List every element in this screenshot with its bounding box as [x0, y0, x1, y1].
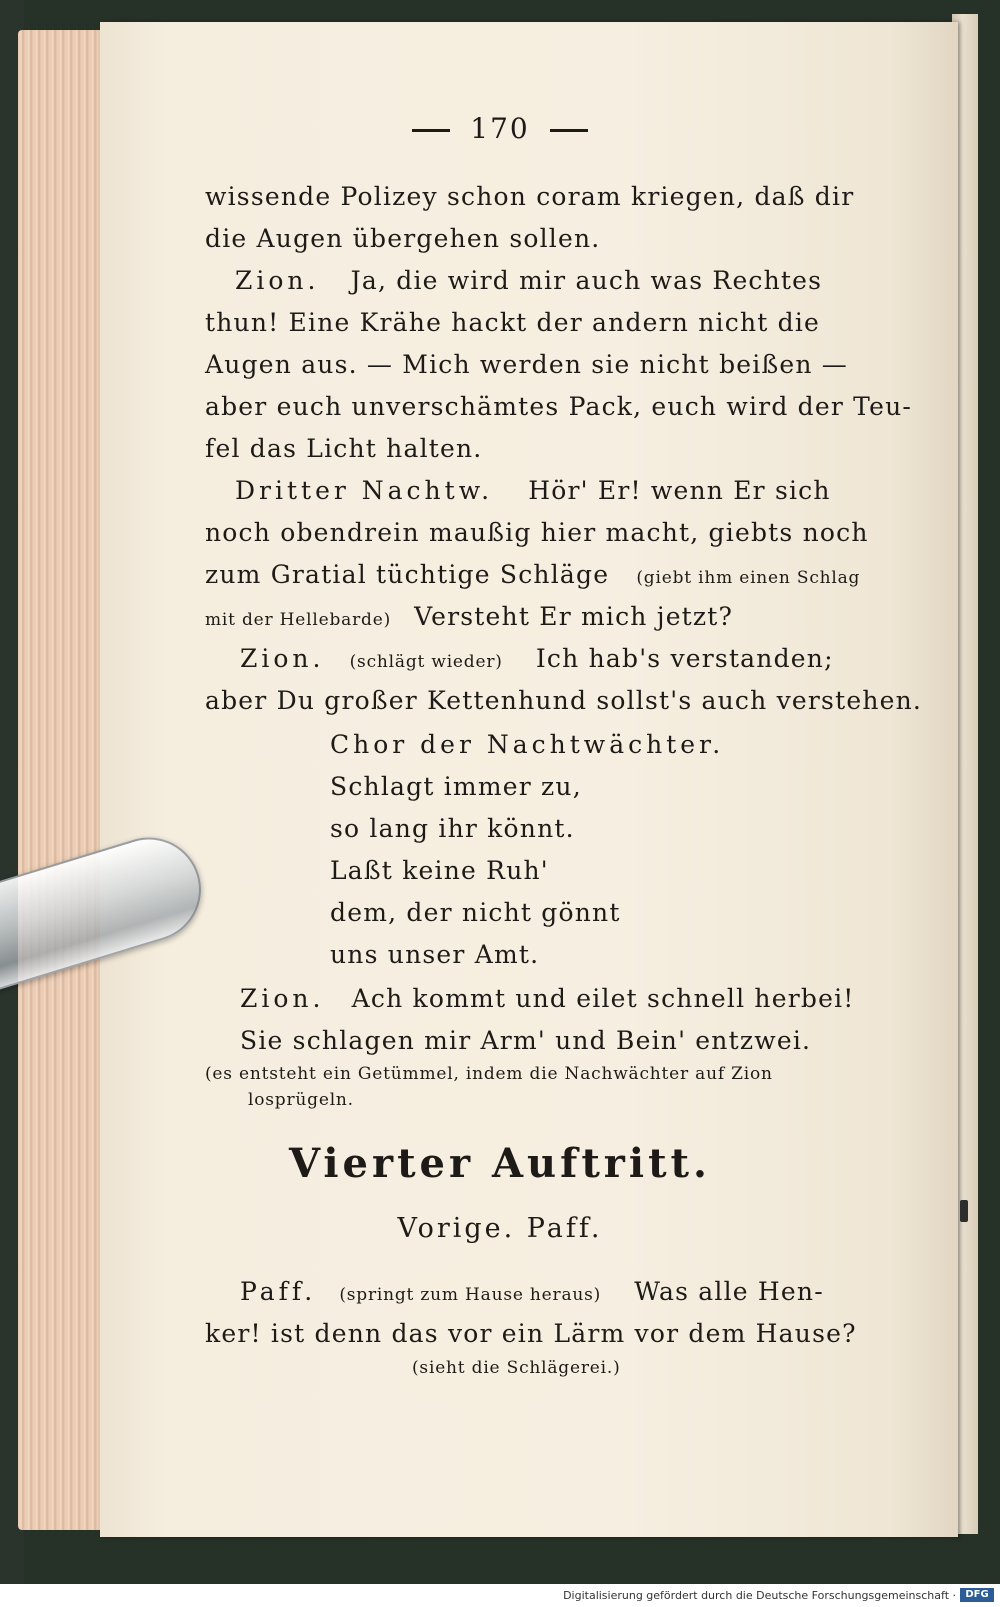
page-number: 170: [0, 112, 1000, 145]
verse-line: so lang ihr könnt.: [330, 814, 575, 843]
text-line: noch obendrein maußig hier macht, giebts noch: [205, 518, 869, 547]
stage-direction: losprügeln.: [248, 1090, 354, 1110]
scene-heading: Vierter Auftritt.: [289, 1140, 711, 1187]
stage-direction: (sieht die Schlägerei.): [412, 1358, 621, 1378]
verse-line: Sie schlagen mir Arm' und Bein' entzwei.: [240, 1026, 812, 1055]
dialogue-line: Zion. (schlägt wieder) Ich hab's verstanden;: [240, 644, 834, 673]
scene-characters: Vorige. Paff.: [397, 1213, 603, 1244]
speaker-name: Zion.: [240, 644, 325, 673]
verse-line: Laßt keine Ruh': [330, 856, 549, 885]
dfg-logo: DFG: [960, 1588, 994, 1602]
stage-direction: (springt zum Hause heraus): [339, 1285, 602, 1305]
text-line: fel das Licht halten.: [205, 434, 483, 463]
stage-direction: (es entsteht ein Getümmel, indem die Nachwächter auf Zion: [205, 1064, 773, 1084]
text-line: wissende Polizey schon coram kriegen, daß dir: [205, 182, 855, 211]
speaker-name: Dritter Nachtw.: [235, 476, 494, 505]
text-line: Augen aus. — Mich werden sie nicht beißen —: [205, 350, 849, 379]
text-line: aber euch unverschämtes Pack, euch wird der Teu-: [205, 392, 913, 421]
speaker-name: Paff.: [240, 1277, 317, 1306]
stage-direction: (schlägt wieder): [349, 652, 503, 672]
stage-direction: (giebt ihm einen Schlag: [636, 568, 861, 588]
text-line: mit der Hellebarde) Versteht Er mich jetzt?: [205, 602, 734, 631]
stage-direction: mit der Hellebarde): [205, 610, 392, 630]
speaker-name: Zion.: [235, 266, 320, 295]
text-line: die Augen übergehen sollen.: [205, 224, 601, 253]
dialogue-line: Zion. Ach kommt und eilet schnell herbei!: [240, 984, 855, 1013]
verse-line: Schlagt immer zu,: [330, 772, 582, 801]
verse-line: uns unser Amt.: [330, 940, 540, 969]
verse-line: dem, der nicht gönnt: [330, 898, 621, 927]
text-line: aber Du großer Kettenhund sollst's auch verstehen.: [205, 686, 923, 715]
text-line: ker! ist denn das vor ein Lärm vor dem Hause?: [205, 1319, 857, 1348]
text-line: thun! Eine Krähe hackt der andern nicht die: [205, 308, 821, 337]
dialogue-line: Dritter Nachtw. Hör' Er! wenn Er sich: [235, 476, 831, 505]
footer-credit: Digitalisierung gefördert durch die Deutsche Forschungsgemeinschaft ·: [563, 1589, 956, 1602]
dialogue-line: Paff. (springt zum Hause heraus) Was alle Hen-: [240, 1277, 824, 1306]
dialogue-line: Zion. Ja, die wird mir auch was Rechtes: [235, 266, 823, 295]
speaker-name: Zion.: [240, 984, 325, 1013]
chorus-heading: Chor der Nachtwächter.: [330, 730, 725, 759]
text-line: zum Gratial tüchtige Schläge (giebt ihm einen Schlag: [205, 560, 861, 589]
